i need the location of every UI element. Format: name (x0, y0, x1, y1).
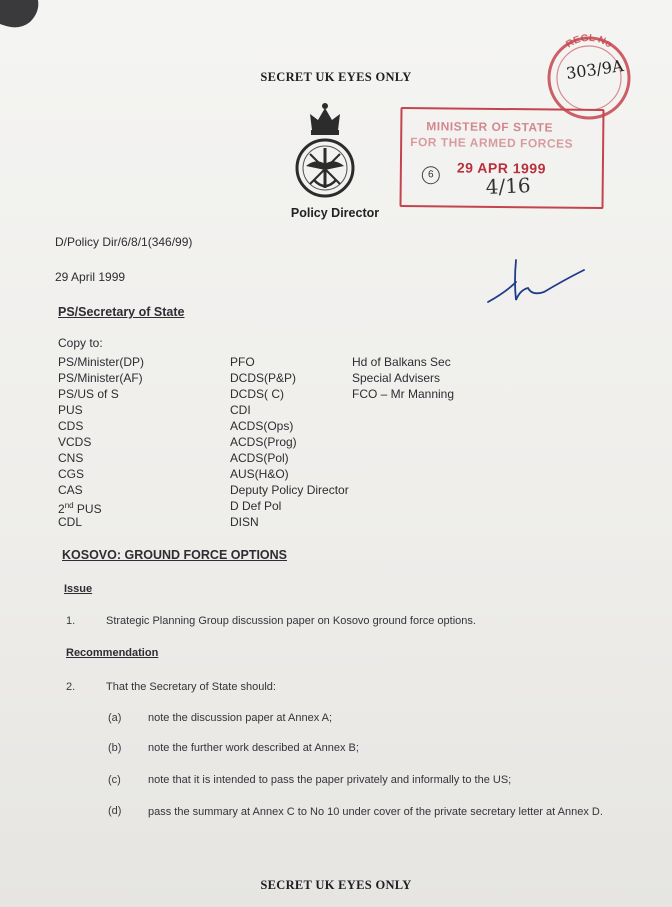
issue-number: 1. (66, 615, 76, 627)
copy-recipient: AUS(H&O) (230, 467, 289, 481)
issue-heading: Issue (64, 583, 93, 595)
binder-clip-icon (0, 0, 40, 30)
issue-text: Strategic Planning Group discussion paper on Kosovo ground force options. (106, 615, 476, 627)
subject-heading: KOSOVO: GROUND FORCE OPTIONS (62, 548, 288, 562)
recommendation-heading: Recommendation (66, 647, 159, 659)
copy-to-column-2 (230, 354, 349, 530)
copy-recipient: ACDS(Pol) (230, 451, 289, 465)
copy-recipient: DCDS(P&P) (230, 371, 297, 385)
stamp-handwritten-number: 4/16 (485, 173, 532, 199)
stamp-date: 29 APR 1999 (456, 159, 547, 177)
recommendation-item-label: (c) (108, 774, 121, 786)
copy-recipient: CDS (58, 419, 84, 433)
copy-to-label: Copy to: (58, 336, 103, 350)
addressee: PS/Secretary of State (58, 305, 185, 319)
copy-recipient: ACDS(Prog) (230, 435, 297, 449)
recommendation-item-label: (d) (108, 805, 122, 817)
copy-recipient: ACDS(Ops) (230, 419, 294, 433)
copy-recipient: 2nd PUS (58, 501, 102, 516)
recommendation-number: 2. (66, 681, 76, 693)
stamp-office-line2: FOR THE ARMED FORCES (410, 135, 574, 151)
copy-recipient: CDI (230, 403, 251, 417)
classification-bottom: SECRET UK EYES ONLY (260, 878, 412, 892)
recommendation-item-text: note the further work described at Annex B; (148, 742, 359, 754)
copy-recipient: PUS (58, 403, 83, 417)
recommendation-item-text: note the discussion paper at Annex A; (148, 712, 333, 724)
recommendation-item-label: (b) (108, 742, 122, 754)
copy-recipient: PS/Minister(AF) (58, 371, 143, 385)
copy-recipient: VCDS (58, 435, 92, 449)
signature-icon (486, 252, 588, 312)
recommendation-item-text: note that it is intended to pass the paper privately and informally to the US; (148, 774, 512, 786)
recommendation-intro: That the Secretary of State should: (106, 681, 276, 693)
circle-stamp-label: REGL No (564, 32, 614, 51)
mod-crest-icon (292, 100, 358, 202)
copy-recipient: CNS (58, 451, 84, 465)
copy-recipient: PS/Minister(DP) (58, 355, 145, 369)
stamp-circled-number: 6 (422, 166, 440, 184)
copy-recipient: DISN (230, 515, 259, 529)
received-stamp (399, 107, 604, 209)
memo-date: 29 April 1999 (55, 270, 126, 284)
copy-recipient: FCO – Mr Manning (352, 387, 455, 401)
copy-recipient: Hd of Balkans Sec (352, 355, 451, 369)
svg-text:REGL No (564, 33, 613, 51)
copy-recipient: CAS (58, 483, 83, 497)
recommendation-item-label: (a) (108, 712, 122, 724)
copy-recipient: D Def Pol (230, 499, 282, 513)
registry-number: 303/9A (564, 56, 625, 83)
copy-recipient: PFO (230, 355, 255, 369)
copy-recipient: PS/US of S (58, 387, 119, 401)
copy-to-column-3 (352, 354, 454, 402)
classification-top: SECRET UK EYES ONLY (260, 70, 412, 84)
copy-recipient: DCDS( C) (230, 387, 284, 401)
copy-recipient: CGS (58, 467, 85, 481)
stamp-office-line1: MINISTER OF STATE (426, 119, 554, 135)
reference-number: D/Policy Dir/6/8/1(346/99) (55, 235, 193, 249)
directorate-title: Policy Director (290, 206, 380, 220)
copy-recipient: Deputy Policy Director (230, 483, 349, 497)
copy-to-column-1 (58, 354, 144, 530)
copy-recipient: CDL (58, 515, 83, 529)
recommendation-item-text: pass the summary at Annex C to No 10 under cover of the private secretary letter at Annex D. (148, 806, 603, 818)
copy-recipient: Special Advisers (352, 371, 441, 385)
